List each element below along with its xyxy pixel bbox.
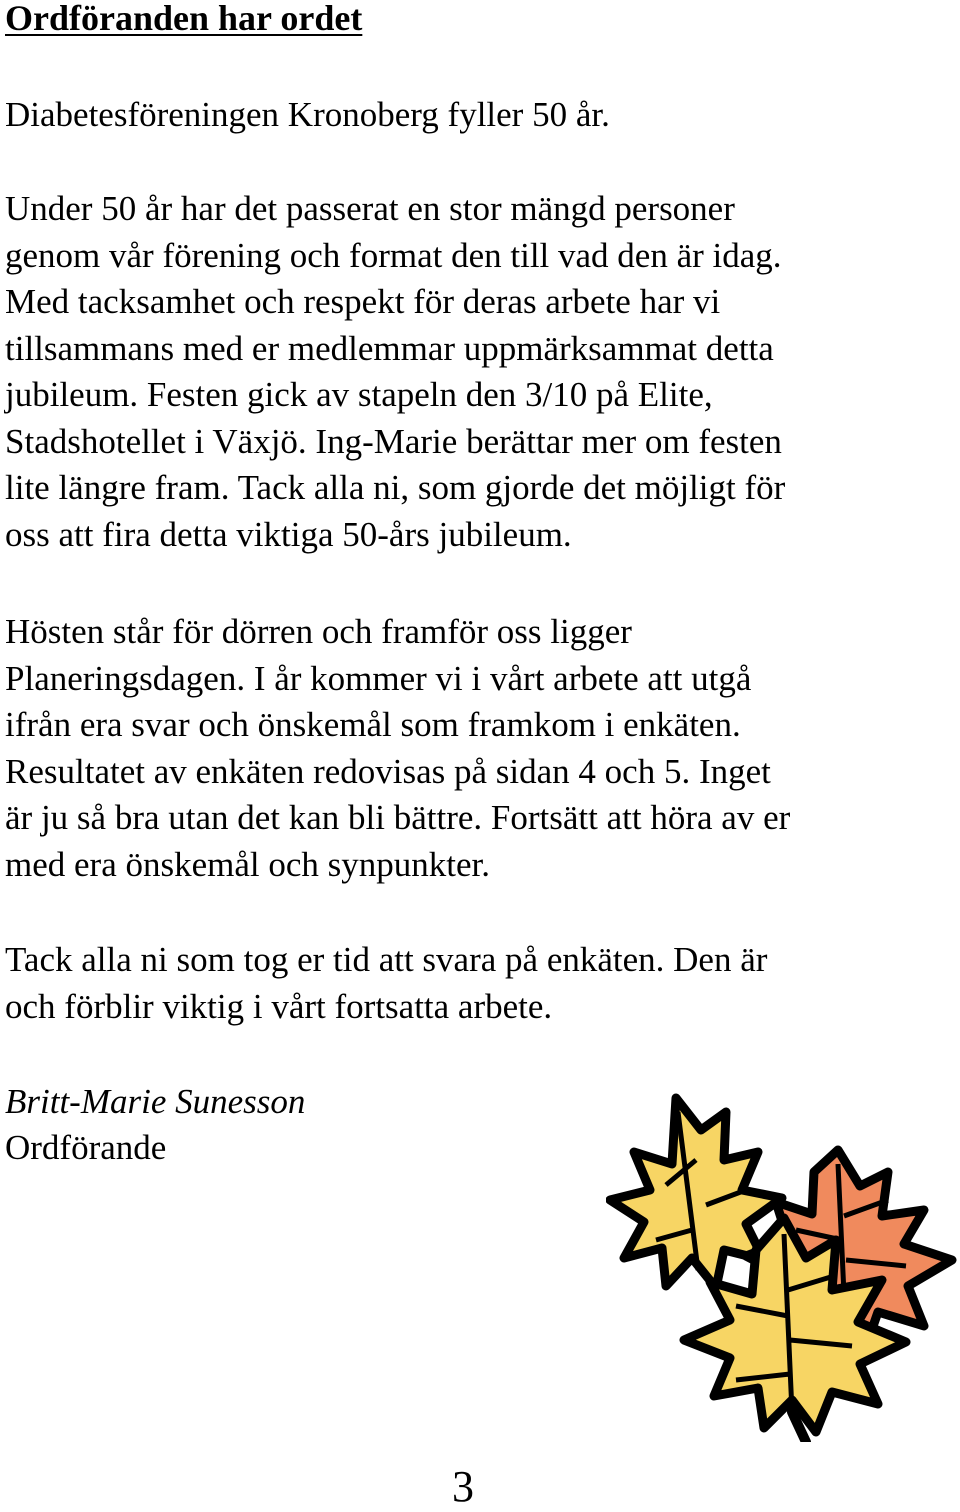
text-line: Diabetesföreningen Kronoberg fyller 50 år. (5, 95, 610, 134)
text-line: och förblir viktig i vårt fortsatta arbete. (5, 986, 553, 1026)
text-line: Hösten står för dörren och framför oss ligger (5, 612, 632, 651)
page-heading: Ordföranden har ordet (5, 0, 363, 38)
text-line: Stadshotellet i Växjö. Ing-Marie berättar mer om festen (5, 421, 782, 461)
text-line: Resultatet av enkäten redovisas på sidan 4 och 5. Inget (5, 751, 771, 791)
signature-name: Britt-Marie Sunesson (5, 1082, 306, 1121)
text-line: med era önskemål och synpunkter. (5, 844, 491, 884)
text-line: oss att fira detta viktiga 50-års jubileum. (5, 514, 572, 554)
text-line: jubileum. Festen gick av stapeln den 3/10 på Elite, (5, 375, 713, 414)
page-number: 3 (452, 1462, 474, 1511)
text-line: Tack alla ni som tog er tid att svara på enkäten. Den är (5, 940, 768, 979)
autumn-leaves-icon (606, 1090, 960, 1442)
text-line: tillsammans med er medlemmar uppmärksammat detta (5, 328, 774, 368)
text-line: Med tacksamhet och respekt för deras arbete har vi (5, 282, 721, 321)
paragraph-thanks (5, 937, 767, 1030)
paragraph-planning (5, 609, 790, 888)
paragraph-intro (5, 92, 610, 139)
text-line: genom vår förening och format den till vad den är idag. (5, 235, 782, 275)
text-line: Planeringsdagen. I år kommer vi i vårt arbete att utgå (5, 658, 752, 698)
text-line: lite längre fram. Tack alla ni, som gjorde det möjligt för (5, 468, 786, 507)
text-line: Under 50 år har det passerat en stor mängd personer (5, 189, 735, 228)
text-line: är ju så bra utan det kan bli bättre. Fortsätt att höra av er (5, 798, 791, 837)
text-line: ifrån era svar och önskemål som framkom i enkäten. (5, 705, 741, 744)
signature-role: Ordförande (5, 1128, 167, 1167)
paragraph-history (5, 186, 785, 558)
